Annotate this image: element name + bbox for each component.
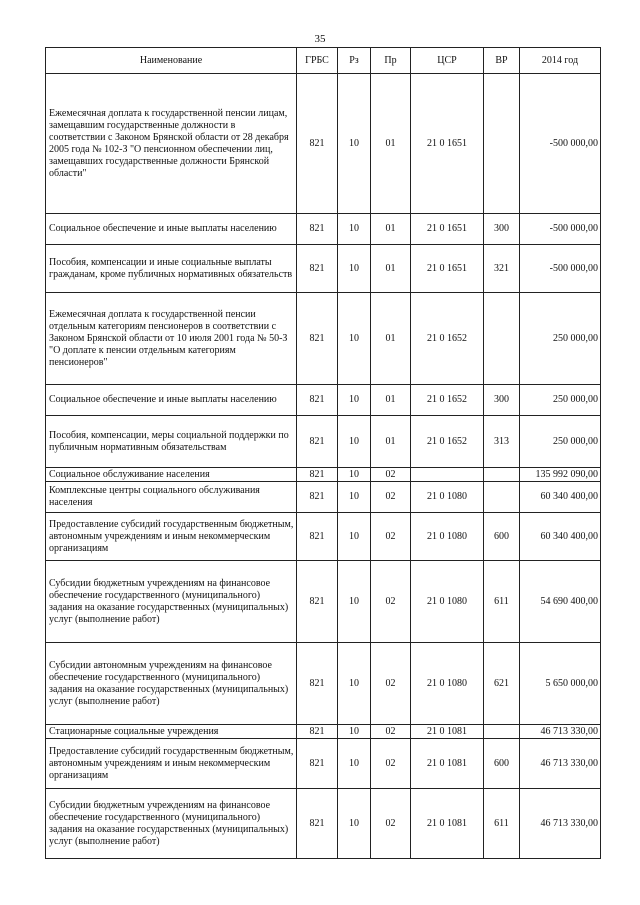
row-grbs: 821 xyxy=(297,725,338,739)
row-vr: 300 xyxy=(484,385,520,416)
row-grbs: 821 xyxy=(297,245,338,293)
table-row xyxy=(46,739,601,789)
row-name: Социальное обеспечение и иные выплаты населению xyxy=(46,385,297,416)
table-row xyxy=(46,725,601,739)
header-pr: Пр xyxy=(371,48,411,74)
row-name: Ежемесячная доплата к государственной пенсии отдельным категориям пенсионеров в соответствии с Законом Брянской области от 10 июля 2001 года № 50-З "О доплате к пенсии отдельным категориям пенсионеров" xyxy=(46,293,297,385)
row-pr: 01 xyxy=(371,293,411,385)
row-rz: 10 xyxy=(338,482,371,513)
row-pr: 02 xyxy=(371,513,411,561)
row-vr xyxy=(484,468,520,482)
row-vr: 321 xyxy=(484,245,520,293)
row-amount: -500 000,00 xyxy=(520,245,601,293)
row-name: Субсидии бюджетным учреждениям на финансовое обеспечение государственного (муниципального) задания на оказание государственных (муниципальных) услуг (выполнение работ) xyxy=(46,789,297,859)
row-grbs: 821 xyxy=(297,513,338,561)
row-amount: -500 000,00 xyxy=(520,214,601,245)
row-pr: 02 xyxy=(371,482,411,513)
row-csr: 21 0 1081 xyxy=(411,725,484,739)
row-vr: 621 xyxy=(484,643,520,725)
row-grbs: 821 xyxy=(297,561,338,643)
row-name: Ежемесячная доплата к государственной пенсии лицам, замещавшим государственные должности в соответствии с Законом Брянской области от 28 декабря 2005 года № 102-З "О пенсионном обеспечении лиц, замещавших государственные должности Брянской области" xyxy=(46,74,297,214)
row-pr: 02 xyxy=(371,725,411,739)
budget-table xyxy=(45,47,601,859)
row-name: Предоставление субсидий государственным бюджетным, автономным учреждениям и иным некоммерческим организациям xyxy=(46,739,297,789)
row-rz: 10 xyxy=(338,789,371,859)
table-row xyxy=(46,513,601,561)
row-rz: 10 xyxy=(338,561,371,643)
table-row xyxy=(46,789,601,859)
row-amount: 250 000,00 xyxy=(520,293,601,385)
row-csr: 21 0 1652 xyxy=(411,293,484,385)
table-row xyxy=(46,561,601,643)
header-rz: Рз xyxy=(338,48,371,74)
row-amount: 46 713 330,00 xyxy=(520,725,601,739)
table-row xyxy=(46,293,601,385)
row-rz: 10 xyxy=(338,468,371,482)
row-pr: 02 xyxy=(371,561,411,643)
row-pr: 01 xyxy=(371,385,411,416)
row-vr: 313 xyxy=(484,416,520,468)
table-row xyxy=(46,214,601,245)
table-row xyxy=(46,74,601,214)
row-pr: 02 xyxy=(371,468,411,482)
row-name: Пособия, компенсации и иные социальные выплаты гражданам, кроме публичных нормативных обязательств xyxy=(46,245,297,293)
row-csr xyxy=(411,468,484,482)
row-vr xyxy=(484,725,520,739)
row-rz: 10 xyxy=(338,385,371,416)
table-row xyxy=(46,482,601,513)
row-csr: 21 0 1080 xyxy=(411,482,484,513)
row-amount: 250 000,00 xyxy=(520,416,601,468)
row-csr: 21 0 1652 xyxy=(411,385,484,416)
row-csr: 21 0 1081 xyxy=(411,789,484,859)
row-vr: 600 xyxy=(484,739,520,789)
row-amount: 60 340 400,00 xyxy=(520,513,601,561)
row-pr: 01 xyxy=(371,416,411,468)
row-vr: 611 xyxy=(484,561,520,643)
row-csr: 21 0 1080 xyxy=(411,513,484,561)
header-vr: ВР xyxy=(484,48,520,74)
row-amount: 5 650 000,00 xyxy=(520,643,601,725)
row-grbs: 821 xyxy=(297,739,338,789)
row-grbs: 821 xyxy=(297,643,338,725)
row-rz: 10 xyxy=(338,739,371,789)
row-rz: 10 xyxy=(338,245,371,293)
row-csr: 21 0 1081 xyxy=(411,739,484,789)
row-name: Субсидии бюджетным учреждениям на финансовое обеспечение государственного (муниципального) задания на оказание государственных (муниципальных) услуг (выполнение работ) xyxy=(46,561,297,643)
row-vr xyxy=(484,482,520,513)
row-amount: 46 713 330,00 xyxy=(520,739,601,789)
row-pr: 01 xyxy=(371,214,411,245)
row-pr: 02 xyxy=(371,739,411,789)
row-grbs: 821 xyxy=(297,789,338,859)
row-vr: 611 xyxy=(484,789,520,859)
page-number: 35 xyxy=(314,33,326,45)
table-header-row xyxy=(46,48,601,74)
row-amount: 60 340 400,00 xyxy=(520,482,601,513)
row-rz: 10 xyxy=(338,513,371,561)
row-csr: 21 0 1651 xyxy=(411,245,484,293)
row-amount: 54 690 400,00 xyxy=(520,561,601,643)
row-grbs: 821 xyxy=(297,214,338,245)
row-amount: 46 713 330,00 xyxy=(520,789,601,859)
table-row xyxy=(46,245,601,293)
row-vr xyxy=(484,293,520,385)
row-rz: 10 xyxy=(338,643,371,725)
row-rz: 10 xyxy=(338,725,371,739)
row-grbs: 821 xyxy=(297,293,338,385)
row-pr: 01 xyxy=(371,74,411,214)
row-csr: 21 0 1080 xyxy=(411,643,484,725)
header-csr: ЦСР xyxy=(411,48,484,74)
table-row xyxy=(46,385,601,416)
row-amount: 250 000,00 xyxy=(520,385,601,416)
table-row xyxy=(46,416,601,468)
row-grbs: 821 xyxy=(297,416,338,468)
row-grbs: 821 xyxy=(297,468,338,482)
row-csr: 21 0 1651 xyxy=(411,214,484,245)
row-csr: 21 0 1080 xyxy=(411,561,484,643)
table-row xyxy=(46,643,601,725)
row-name: Предоставление субсидий государственным бюджетным, автономным учреждениям и иным некоммерческим организациям xyxy=(46,513,297,561)
row-name: Субсидии автономным учреждениям на финансовое обеспечение государственного (муниципального) задания на оказание государственных (муниципальных) услуг (выполнение работ) xyxy=(46,643,297,725)
row-amount: 135 992 090,00 xyxy=(520,468,601,482)
row-vr: 300 xyxy=(484,214,520,245)
row-csr: 21 0 1651 xyxy=(411,74,484,214)
row-grbs: 821 xyxy=(297,482,338,513)
row-rz: 10 xyxy=(338,293,371,385)
row-amount: -500 000,00 xyxy=(520,74,601,214)
row-grbs: 821 xyxy=(297,74,338,214)
row-name: Комплексные центры социального обслуживания населения xyxy=(46,482,297,513)
table-row xyxy=(46,468,601,482)
header-name: Наименование xyxy=(46,48,297,74)
row-name: Стационарные социальные учреждения xyxy=(46,725,297,739)
row-pr: 02 xyxy=(371,643,411,725)
row-rz: 10 xyxy=(338,214,371,245)
row-name: Пособия, компенсации, меры социальной поддержки по публичным нормативным обязательствам xyxy=(46,416,297,468)
header-year: 2014 год xyxy=(520,48,601,74)
row-name: Социальное обеспечение и иные выплаты населению xyxy=(46,214,297,245)
row-vr xyxy=(484,74,520,214)
row-grbs: 821 xyxy=(297,385,338,416)
row-pr: 02 xyxy=(371,789,411,859)
header-grbs: ГРБС xyxy=(297,48,338,74)
row-csr: 21 0 1652 xyxy=(411,416,484,468)
row-pr: 01 xyxy=(371,245,411,293)
row-rz: 10 xyxy=(338,416,371,468)
row-name: Социальное обслуживание населения xyxy=(46,468,297,482)
row-rz: 10 xyxy=(338,74,371,214)
row-vr: 600 xyxy=(484,513,520,561)
